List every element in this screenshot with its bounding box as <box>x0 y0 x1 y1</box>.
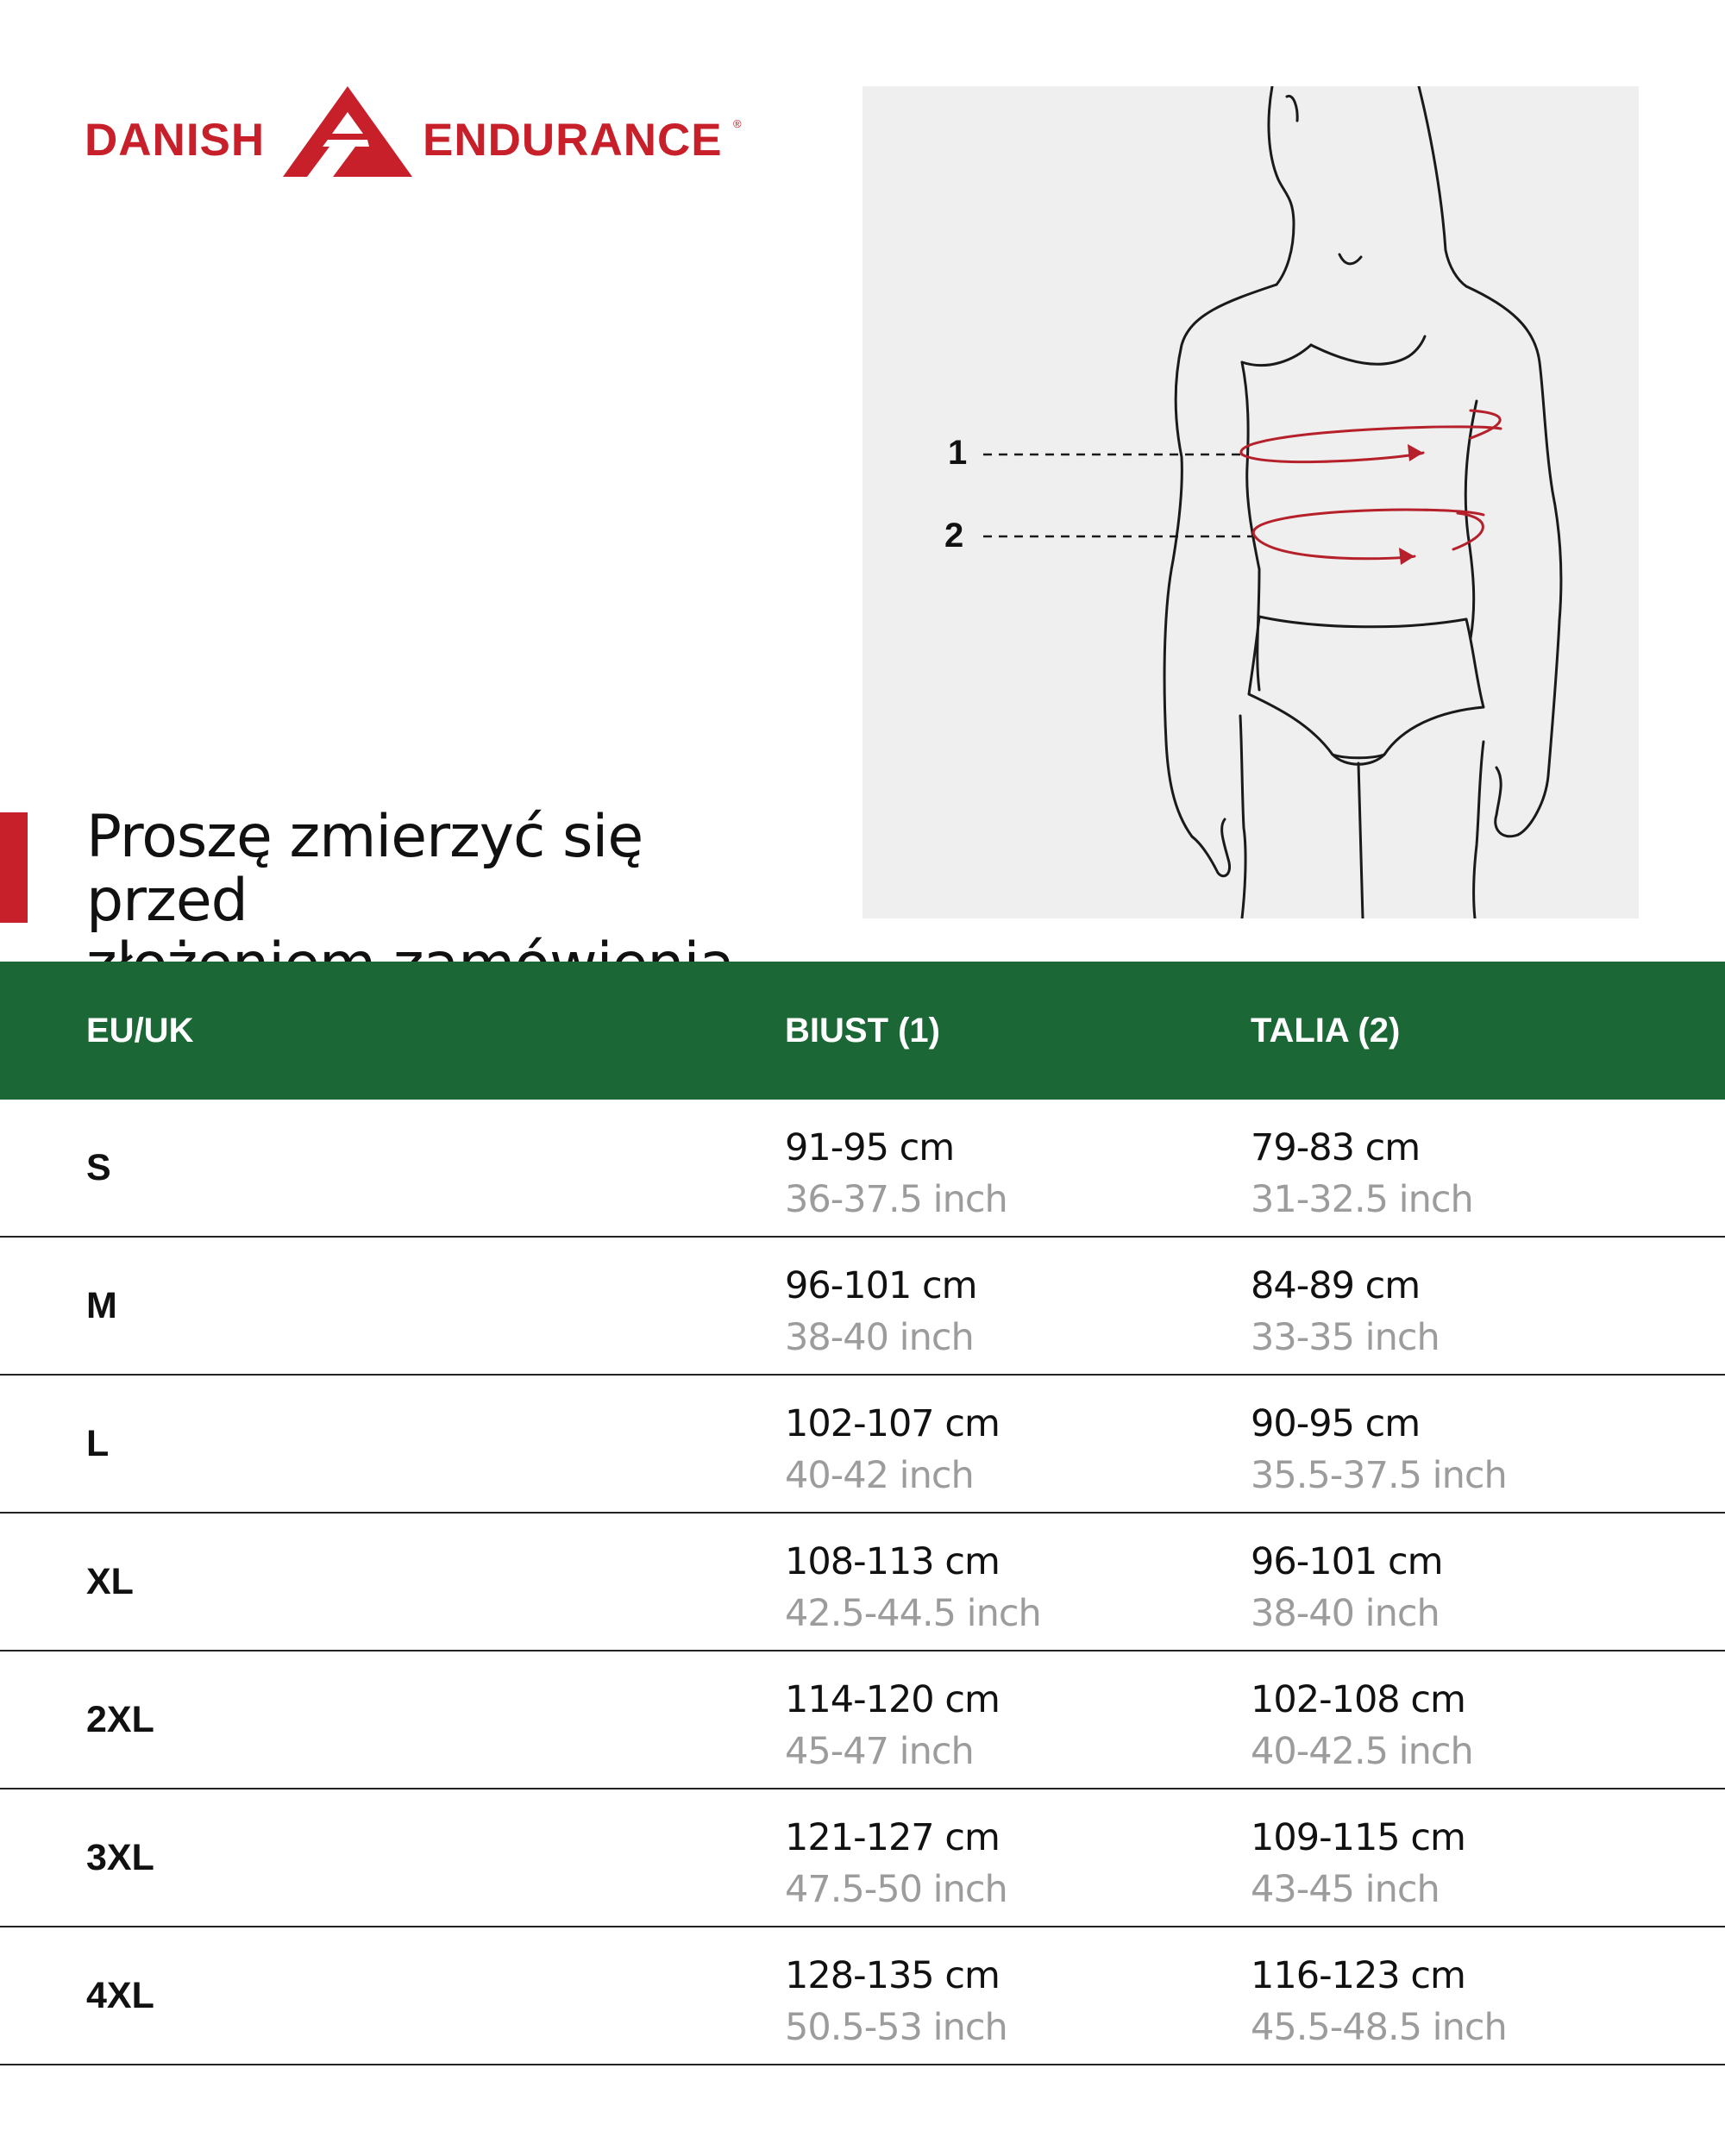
brand-name-left: DANISH <box>85 115 266 166</box>
brand-logo <box>85 86 744 177</box>
waist-cell <box>1251 1122 1473 1225</box>
waist-cm: 102-108 cm <box>1251 1678 1465 1721</box>
size-label: L <box>86 1423 110 1464</box>
bust-cell <box>785 1674 1000 1777</box>
table-row <box>0 1238 1725 1376</box>
waist-inch: 45.5-48.5 inch <box>1251 2006 1507 2049</box>
table-row <box>0 1927 1725 2065</box>
waist-cm: 84-89 cm <box>1251 1264 1421 1307</box>
bust-cell <box>785 1812 1007 1915</box>
intro-line-1: Proszę zmierzyć się przed <box>86 803 643 935</box>
waist-cm: 116-123 cm <box>1251 1954 1465 1997</box>
bust-inch: 45-47 inch <box>785 1730 974 1773</box>
bust-cell <box>785 1398 1000 1501</box>
waist-cell <box>1251 1950 1507 2053</box>
waist-cell <box>1251 1536 1443 1639</box>
table-row <box>0 1789 1725 1927</box>
waist-cm: 96-101 cm <box>1251 1540 1443 1583</box>
size-table-header <box>0 962 1725 1100</box>
size-label: XL <box>86 1561 134 1602</box>
bust-inch: 50.5-53 inch <box>785 2006 1007 2049</box>
bust-cell <box>785 1122 1007 1225</box>
waist-cell <box>1251 1260 1440 1363</box>
bust-inch: 40-42 inch <box>785 1454 974 1497</box>
waist-inch: 40-42.5 inch <box>1251 1730 1473 1773</box>
waist-inch: 31-32.5 inch <box>1251 1178 1473 1221</box>
bust-cell <box>785 1950 1007 2053</box>
body-outline-illustration <box>862 86 1639 918</box>
registered-mark: ® <box>733 117 742 130</box>
size-label: 2XL <box>86 1699 154 1740</box>
waist-cm: 79-83 cm <box>1251 1126 1421 1169</box>
bust-inch: 36-37.5 inch <box>785 1178 1007 1221</box>
waist-cell <box>1251 1674 1473 1777</box>
waist-inch: 33-35 inch <box>1251 1316 1440 1359</box>
header-waist: TALIA (2) <box>1251 1012 1401 1050</box>
bust-inch: 47.5-50 inch <box>785 1868 1007 1911</box>
size-label: 3XL <box>86 1837 154 1878</box>
header-bust: BIUST (1) <box>785 1012 940 1050</box>
bust-cm: 114-120 cm <box>785 1678 1000 1721</box>
waist-inch: 43-45 inch <box>1251 1868 1440 1911</box>
bust-inch: 38-40 inch <box>785 1316 974 1359</box>
bust-cm: 102-107 cm <box>785 1402 1000 1445</box>
bust-cm: 108-113 cm <box>785 1540 1000 1583</box>
table-row <box>0 1376 1725 1514</box>
waist-cell <box>1251 1398 1507 1501</box>
waist-cm: 109-115 cm <box>1251 1816 1465 1859</box>
bust-cm: 96-101 cm <box>785 1264 977 1307</box>
waist-cm: 90-95 cm <box>1251 1402 1421 1445</box>
table-row <box>0 1100 1725 1238</box>
bust-cm: 121-127 cm <box>785 1816 1000 1859</box>
bust-cell <box>785 1536 1041 1639</box>
mountain-logo-icon <box>283 86 412 177</box>
marker-label-2: 2 <box>944 517 964 555</box>
marker-label-1: 1 <box>948 434 968 472</box>
brand-name-right: ENDURANCE <box>423 115 723 166</box>
waist-cell <box>1251 1812 1465 1915</box>
size-label: 4XL <box>86 1975 154 2016</box>
size-label: M <box>86 1285 117 1326</box>
accent-bar <box>0 812 28 923</box>
waist-inch: 38-40 inch <box>1251 1592 1440 1635</box>
measurement-figure <box>862 86 1639 918</box>
bust-cm: 91-95 cm <box>785 1126 955 1169</box>
bust-cell <box>785 1260 977 1363</box>
table-row <box>0 1514 1725 1651</box>
table-row <box>0 1651 1725 1789</box>
bust-cm: 128-135 cm <box>785 1954 1000 1997</box>
bust-inch: 42.5-44.5 inch <box>785 1592 1041 1635</box>
size-label: S <box>86 1147 111 1188</box>
waist-inch: 35.5-37.5 inch <box>1251 1454 1507 1497</box>
header-size: EU/UK <box>86 1012 194 1050</box>
